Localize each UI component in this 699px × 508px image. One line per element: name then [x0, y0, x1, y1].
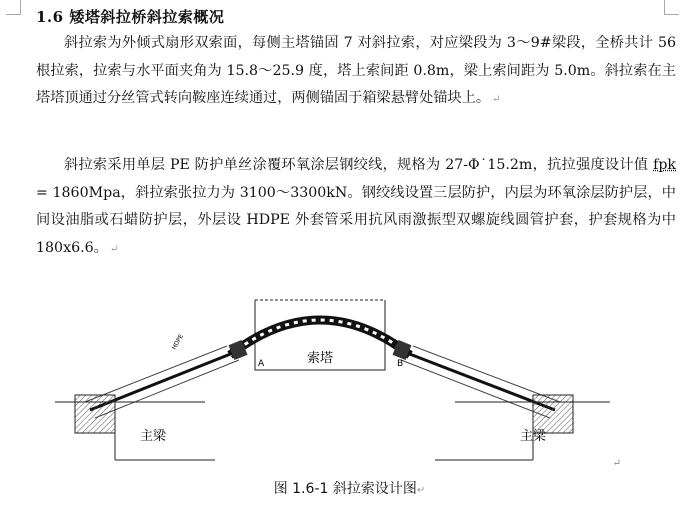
- girder-label-left: 主梁: [139, 429, 167, 444]
- section-label-a: A: [258, 359, 265, 369]
- tower-label: 索塔: [306, 351, 334, 366]
- anchor-block-left: [55, 395, 215, 460]
- caption-text: 图 1.6-1 斜拉索设计图: [273, 481, 417, 497]
- paragraph-2-text-a: 斜拉索采用单层 PE 防护单丝涂覆环氧涂层钢绞线，规格为 27-Φ˙15.2m，抗拉强度设计值: [64, 157, 654, 173]
- paragraph-mark: ↵: [109, 243, 119, 255]
- callout-hdpe: HDPE: [170, 333, 186, 351]
- page-corner-mark-left: [6, 0, 21, 15]
- paragraph-2-text-b: = 1860Mpa，斜拉索张拉力为 3100～3300kN。钢绞线设置三层防护，内层为环氧涂层防护层，中间设油脂或石蜡防护层，外层设 HDPE 外套管采用抗风雨激振型双螺旋线圆管护套，护套规格为中 180x6.6。: [36, 184, 676, 256]
- figure-end-mark: ↵: [612, 458, 621, 469]
- paragraph-2: [36, 152, 676, 263]
- paragraph-1: [36, 30, 676, 114]
- figure-caption: [0, 478, 699, 498]
- paragraph-mark: ↵: [416, 485, 426, 496]
- anchor-block-right: [435, 395, 610, 460]
- cable-design-drawing: [55, 290, 615, 462]
- girder-label-right: 主梁: [519, 429, 547, 444]
- paragraph-mark: ↵: [492, 94, 501, 105]
- section-heading: 1.6 矮塔斜拉桥斜拉索概况: [36, 8, 225, 26]
- fpk-symbol: fpk: [653, 157, 676, 173]
- section-label-b: B: [397, 359, 404, 369]
- paragraph-1-text: 斜拉索为外倾式扇形双索面，每侧主塔锚固 7 对斜拉索，对应梁段为 3～9#梁段，全桥共计 56 根拉索，拉索与水平面夹角为 15.8～25.9 度，塔上索间距 0.8m，梁上索间距为 5.0m。斜拉索在主塔塔顶通过分丝管式转向鞍座连续通过，两侧锚固于箱梁悬臂处锚块上。: [36, 35, 676, 106]
- page-corner-mark-right: [664, 0, 679, 15]
- tower: [255, 300, 385, 370]
